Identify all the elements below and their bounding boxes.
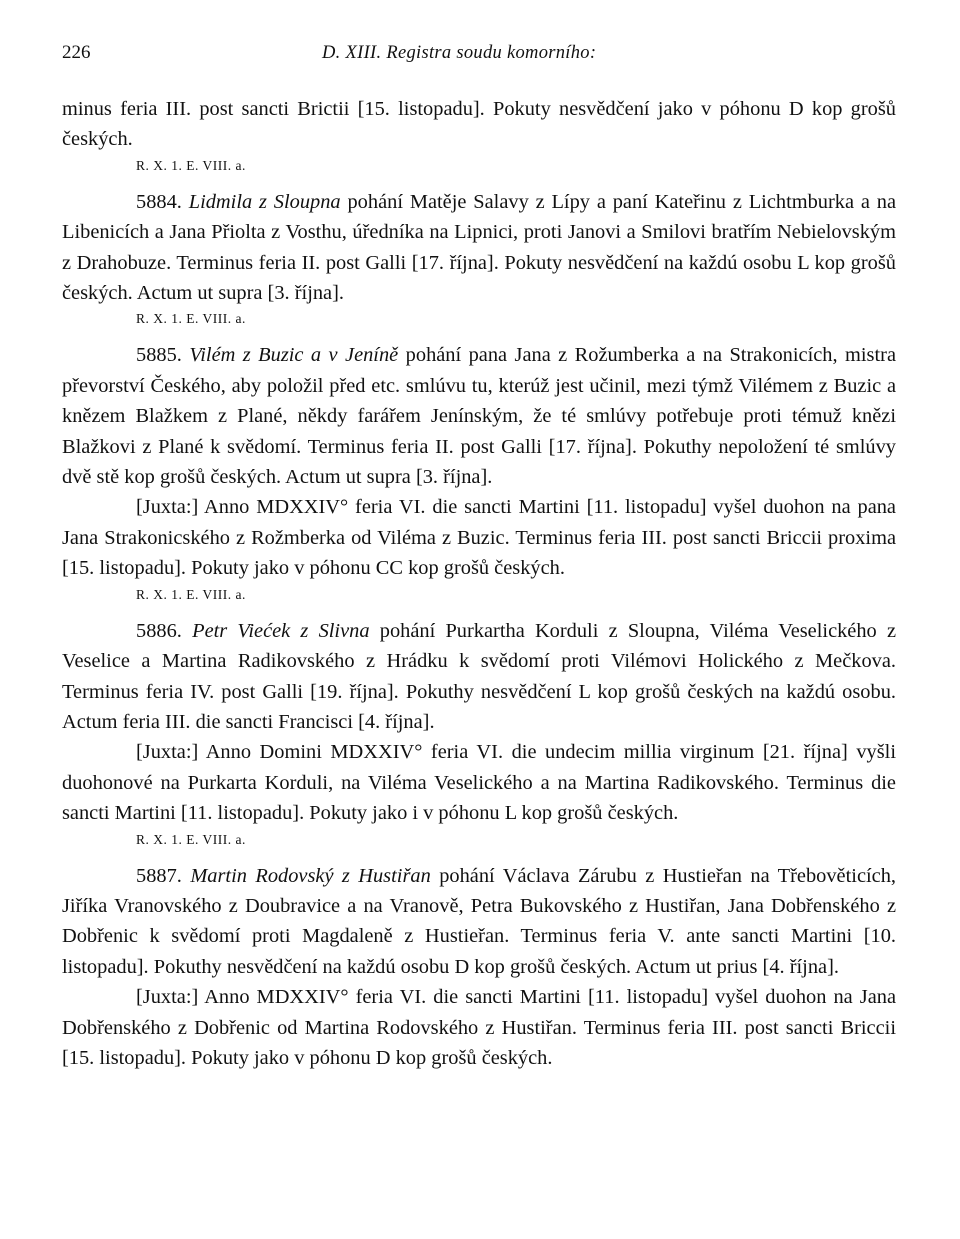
entry-persons: Lidmila z Sloupna <box>188 190 341 213</box>
source-reference: R. X. 1. E. VIII. a. <box>136 831 246 847</box>
entry-continuation: [Juxta:] Anno MDXXIV° feria VI. die sancti Martini [11. listopadu] vyšel duohon na Jana Dobřenského z Dobřenic od Martina Rodovského z Hustiřan. Terminus feria III. post sancti Briccii [15. listopadu]. Pokuty jako v póhonu D kop grošů českých. <box>62 986 896 1069</box>
entry-5884 <box>62 187 896 309</box>
page-number: 226 <box>62 42 91 63</box>
entry-persons: Vilém z Buzic a v Jeníně <box>189 344 399 367</box>
entry-text: pohání pana Jana z Rožumberka a na Strakonicích, mistra převorství Českého, aby položil před etc. smlúvu tu, kterúž jest učinil, mezi týmž Vilémem z Buzic a knězem Blažkem z Plané, někdy farářem Jenínským, že té smlúvy potřebuje proti témuž knězi Blažkovi z Plané k svědomí. Terminus feria II. post Galli [17. října]. Pokuthy nepoložení té smlúvy dvě stě kop grošů českých. Actum ut supra [3. října]. <box>62 344 896 489</box>
entry-5885 <box>62 340 896 492</box>
entry-continuation: [Juxta:] Anno MDXXIV° feria VI. die sancti Martini [11. listopadu] vyšel duohon na pana Jana Strakonicského z Rožmberka od Viléma z Buzic. Terminus feria III. post sancti Briccii proxima [15. listopadu]. Pokuty jako v póhonu CC kop grošů českých. <box>62 496 896 580</box>
entry-number: 5886. <box>136 619 182 642</box>
entry-text: pohání Václava Zárubu z Hustieřan na Třebověticích, Jiříka Vranovského z Doubravice a na Vranově, Petra Bukovského z Hustiřan, Jana Dobřenského z Dobřenic k svědomí proti Magdaleně z Hustieřan. Terminus feria V. ante sancti Martini [10. listopadu]. Pokuthy nesvědčení na každú osobu D kop grošů českých. Actum ut prius [4. října]. <box>62 864 896 978</box>
document-page <box>62 38 896 1073</box>
entry-continuation-text: minus feria III. post sancti Brictii [15. listopadu]. Pokuty nesvědčení jako v póhonu D kop grošů českých. <box>62 98 896 151</box>
entry-5887 <box>62 861 896 983</box>
entry-number: 5885. <box>136 344 182 367</box>
source-reference: R. X. 1. E. VIII. a. <box>136 157 246 173</box>
entry-persons: Petr Viećek z Slivna <box>192 619 370 642</box>
source-reference: R. X. 1. E. VIII. a. <box>136 586 246 602</box>
source-reference: R. X. 1. E. VIII. a. <box>136 311 246 327</box>
entry-text: pohání Matěje Salavy z Lípy a paní Kateřinu z Lichtmburka a na Libenicích a Jana Přiolta z Vosthu, úředníka na Lipnici, proti Janovi a Smilovi bratřím Nebielovským z Drahobuze. Terminus feria II. post Galli [17. října]. Pokuty nesvědčení na každú osobu L kop grošů českých. Actum ut supra [3. října]. <box>62 190 896 305</box>
entry-text: pohání Purkartha Korduli z Sloupna, Viléma Veselického z Veselice a Martina Radikovského z Hrádku k svědomí proti Vilémovi Holického z Mečkova. Terminus feria IV. post Galli [19. října]. Pokuthy nesvědčení L kop grošů českých na každú osobu. Actum feria III. die sancti Francisci [4. října]. <box>62 619 897 733</box>
entry-persons: Martin Rodovský z Hustiřan <box>190 864 431 887</box>
entry-continuation: [Juxta:] Anno Domini MDXXIV° feria VI. die undecim millia virginum [21. října] vyšli duohonové na Purkarta Korduli, na Viléma Veselického a na Martina Radikovského. Terminus die sancti Martini [11. listopadu]. Pokuty jako i v póhonu L kop grošů českých. <box>62 741 896 825</box>
entry-number: 5884. <box>136 190 182 213</box>
entry-number: 5887. <box>136 864 182 887</box>
running-title: D. XIII. Registra soudu komorního: <box>322 43 597 63</box>
page-header <box>62 38 896 74</box>
entry-5886 <box>62 616 896 738</box>
